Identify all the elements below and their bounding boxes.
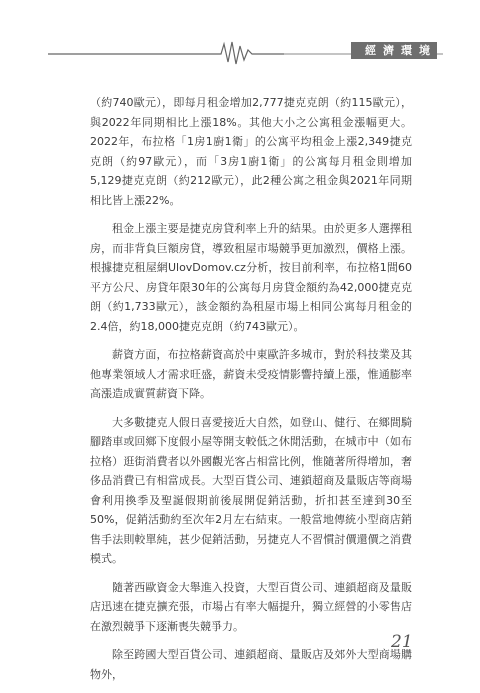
- paragraph: 隨著西歐資金大舉進入投資，大型百貨公司、連鎖超商及量販店迅速在捷克擴充張，市場占有率大幅提升，獨立經營的小零售店在激烈競爭下逐漸喪失競爭力。: [90, 580, 412, 633]
- page-number: 21: [391, 632, 413, 652]
- paragraph: （約740歐元），即每月租金增加2,777捷克克朗（約115歐元），與2022年同期相比上漲18%。其他大小之公寓租金漲幅更大。2022年，布拉格「1房1廚1衛」的公寓平均租金上漲2,349捷克克朗（約97歐元），而「3房1廚1衛」的公寓每月租金則增加5,129捷克克朗（約212歐元），此2種公寓之租金與2021年同期相比皆上漲22%。: [90, 96, 412, 207]
- paragraph: 租金上漲主要是捷克房貸利率上升的結果。由於更多人選擇租房，而非背負巨額房貸，導致租屋市場競爭更加激烈，價格上漲。根據捷克租屋網UlovDomov.cz分析，按目前利率，布拉格1間60平方公尺、房貸年限30年的公寓每月房貸金額約為42,000捷克克朗（約1,733歐元），該金額約為租屋市場上相同公寓每月租金的2.4倍，約18,000捷克克朗（約743歐元）。: [90, 222, 412, 333]
- page-header: [48, 38, 443, 66]
- page-body: [90, 93, 412, 693]
- paragraph: 大多數捷克人假日喜愛接近大自然，如登山、健行、在鄉間騎腳踏車或回鄉下度假小屋等開支較低之休閒活動，在城市中（如布拉格）逛街消費者以外國觀光客占相當比例，惟隨著所得增加，奢侈品消費已有相當成長。大型百貨公司、連鎖超商及量販店等商場會利用換季及聖誕假期前後展開促銷活動，折扣甚至達到30至50%，促銷活動約至次年2月左右結束。一般當地傳統小型商店銷售手法則較單純，甚少促銷活動，另捷克人不習慣討價還價之消費模式。: [90, 415, 412, 565]
- section-title: 經濟環境: [351, 42, 437, 59]
- paragraph: 薪資方面，布拉格薪資高於中東歐許多城市，對於科技業及其他專業領域人才需求旺盛，薪資未受疫情影響持續上漲，惟通膨率高漲造成實質薪資下降。: [90, 348, 412, 400]
- paragraph: 除至跨國大型百貨公司、連鎖超商、量販店及郊外大型商場購物外，: [90, 648, 412, 681]
